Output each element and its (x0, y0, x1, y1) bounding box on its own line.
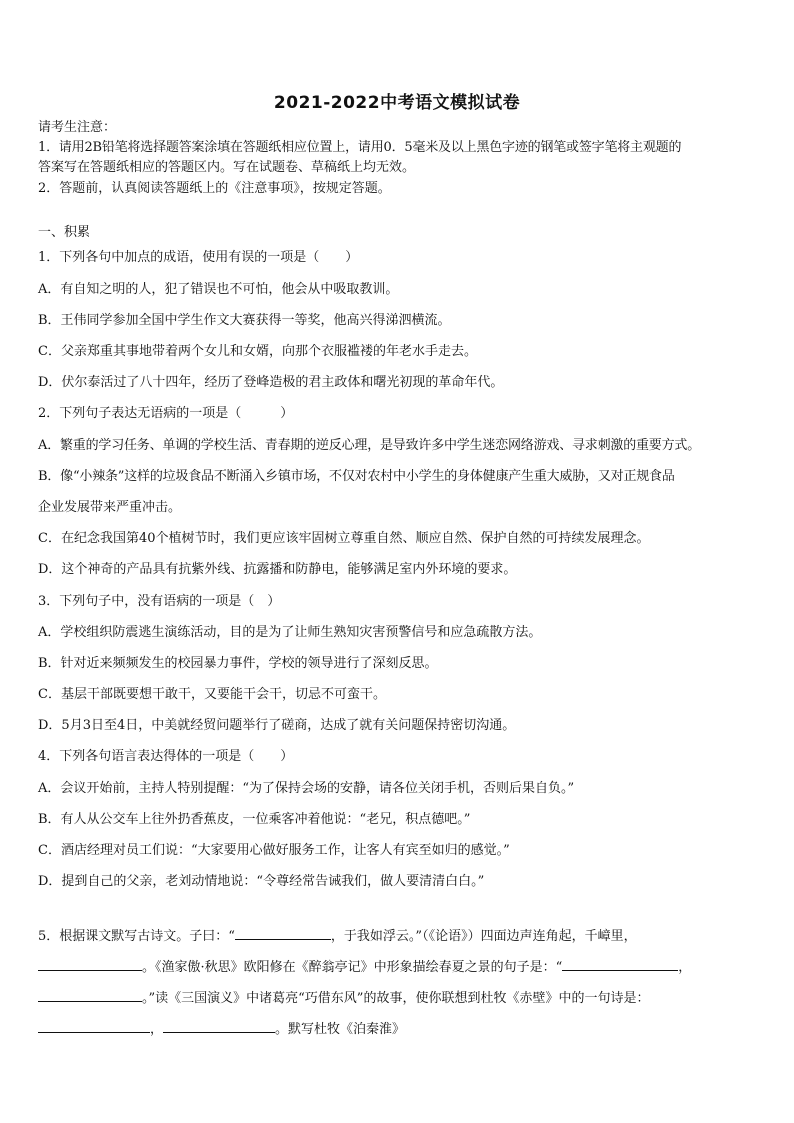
notice-item: 2．答题前，认真阅读答题纸上的《注意事项》，按规定答题。 (38, 181, 391, 196)
answer-blank[interactable] (38, 957, 142, 971)
q5-text: 5．根据课文默写古诗文。子曰：“ (38, 929, 235, 944)
question-option: A．会议开始前，主持人特别提醒：“为了保持会场的安静，请各位关闭手机，否则后果自负。” (38, 781, 575, 796)
question-option: B．王伟同学参加全国中学生作文大赛获得一等奖，他高兴得涕泗横流。 (38, 313, 451, 328)
q5-text: ，于我如浮云。”（《论语》）四面边声连角起，千嶂里， (330, 929, 637, 944)
q5-text: ， (678, 960, 692, 975)
question-option: C．父亲郑重其事地带着两个女儿和女婿，向那个衣服褴褛的年老水手走去。 (38, 344, 477, 359)
question-option: D．提到自己的父亲，老刘动情地说：“令尊经常告诫我们，做人要清清白白。” (38, 874, 485, 889)
question-5-line-3 (38, 988, 758, 1008)
page-title: 2021-2022中考语文模拟试卷 (273, 93, 521, 113)
answer-blank[interactable] (163, 1019, 275, 1033)
notice-heading: 请考生注意： (38, 120, 117, 135)
question-option: B．像“小辣条”这样的垃圾食品不断涌入乡镇市场，不仅对农村中小学生的身体健康产生重大威胁，又对正规食品 (38, 469, 675, 484)
question-option: C．在纪念我国第40个植树节时，我们更应该牢固树立尊重自然、顺应自然、保护自然的可持续发展理念。 (38, 531, 650, 546)
answer-blank[interactable] (562, 957, 678, 971)
question-option: A．繁重的学习任务、单调的学校生活、青春期的逆反心理，是导致许多中学生迷恋网络游戏、寻求刺激的重要方式。 (38, 438, 700, 453)
notice-item: 1．请用2B铅笔将选择题答案涂填在答题纸相应位置上，请用0．5毫米及以上黑色字迹的钢笔或签字笔将主观题的 (38, 140, 682, 155)
q5-text: 。《渔家傲·秋思》欧阳修在《醉翁亭记》中形象描绘春夏之景的句子是：“ (142, 960, 563, 975)
question-5-line-2 (38, 957, 758, 977)
answer-blank[interactable] (38, 988, 142, 1002)
question-option: D．5月3日至4日，中美就经贸问题举行了磋商，达成了就有关问题保持密切沟通。 (38, 718, 516, 733)
question-option: D．这个神奇的产品具有抗紫外线、抗露播和防静电，能够满足室内外环境的要求。 (38, 562, 517, 577)
question-5-line-4 (38, 1019, 758, 1039)
question-5-line-1 (38, 926, 758, 946)
answer-blank[interactable] (235, 926, 331, 940)
answer-blank[interactable] (38, 1019, 150, 1033)
question-option: D．伏尔泰活过了八十四年，经历了登峰造极的君主政体和曙光初现的革命年代。 (38, 375, 504, 390)
question-option: 企业发展带来严重冲击。 (38, 500, 182, 515)
section-heading: 一、积累 (38, 225, 91, 240)
question-option: B．针对近来频频发生的校园暴力事件，学校的领导进行了深刻反思。 (38, 656, 438, 671)
question-stem: 4．下列各句语言表达得体的一项是（ ） (38, 749, 294, 764)
question-stem: 1．下列各句中加点的成语，使用有误的一项是（ ） (38, 250, 359, 265)
question-stem: 2．下列句子表达无语病的一项是（ ） (38, 406, 294, 421)
question-option: A．有自知之明的人，犯了错误也不可怕，他会从中吸取教训。 (38, 282, 399, 297)
q5-text: 。”读《三国演义》中诸葛亮“巧借东风”的故事，使你联想到杜牧《赤壁》中的一句诗是： (142, 991, 650, 1006)
q5-text: ， (150, 1022, 164, 1037)
question-stem: 3．下列句子中，没有语病的一项是（ ） (38, 594, 281, 609)
question-option: C．酒店经理对员工们说：“大家要用心做好服务工作，让客人有宾至如归的感觉。” (38, 843, 510, 858)
question-option: B．有人从公交车上往外扔香蕉皮，一位乘客冲着他说：“老兄，积点德吧。” (38, 812, 471, 827)
notice-item: 答案写在答题纸相应的答题区内。写在试题卷、草稿纸上均无效。 (38, 160, 416, 175)
q5-text: 。默写杜牧《泊秦淮》 (275, 1022, 406, 1037)
question-option: A．学校组织防震逃生演练活动，目的是为了让师生熟知灾害预警信号和应急疏散方法。 (38, 625, 542, 640)
question-option: C．基层干部既要想干敢干，又要能干会干，切忌不可蛮干。 (38, 687, 386, 702)
